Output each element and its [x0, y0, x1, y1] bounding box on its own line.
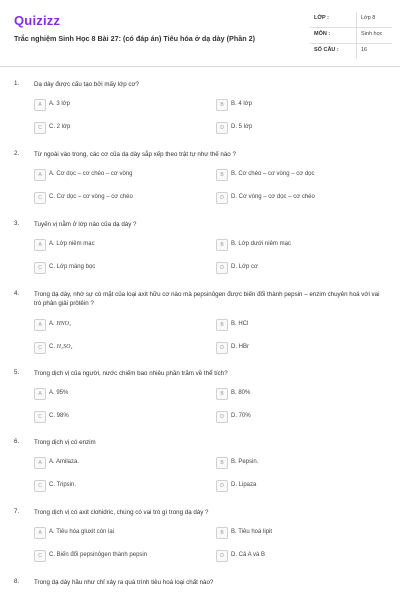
question-text: Trong dịch vị của người, nước chiếm bao nhiêu phần trăm về thể tích? — [34, 370, 228, 377]
meta-divider — [356, 28, 357, 43]
option-letter-box: B — [216, 239, 228, 251]
option-letter-box: A — [34, 388, 46, 400]
meta-row-grade — [310, 12, 392, 28]
option-text: D. Cả A và B — [231, 552, 266, 558]
option-letter-box: D — [216, 480, 228, 492]
option-letter-box: B — [216, 99, 228, 111]
option-text: C. Biến đổi pepsinôgen thành pepsin — [49, 552, 148, 558]
option-text: C. Lớp màng bọc — [49, 264, 96, 270]
question-text: Tuyến vị nằm ở lớp nào của dạ dày ? — [34, 221, 137, 228]
option-text: D. 5 lớp — [231, 124, 253, 130]
option-prefix: C. — [49, 344, 57, 350]
question-number: 4. — [14, 290, 20, 297]
option-text: B. Lớp dưới niêm mạc — [231, 241, 291, 247]
option-text — [49, 321, 71, 327]
formula-h2so4: H₂SO₄ — [56, 344, 73, 350]
option-letter-box: C — [34, 480, 46, 492]
option-letter-box: A — [34, 527, 46, 539]
option-letter-box: A — [34, 319, 46, 331]
meta-key: LỚP : — [314, 15, 329, 21]
option-text: A. Tiêu hóa gluxit còn lại — [49, 529, 115, 535]
question-text: Trong dạ dày hầu như chỉ xảy ra quá trình tiêu hoá loại chất nào? — [34, 579, 214, 586]
question-number: 6. — [14, 438, 20, 445]
meta-value: Sinh học — [361, 31, 383, 37]
header-divider — [0, 66, 400, 67]
option-text: A. Cơ dọc – cơ chéo – cơ vòng — [49, 171, 133, 177]
option-text: A. 95% — [49, 390, 69, 396]
worksheet-header — [0, 0, 400, 66]
option-letter-box: C — [34, 192, 46, 204]
question-number: 3. — [14, 220, 20, 227]
option-letter-box: D — [216, 342, 228, 354]
question-text: Trong dạ dày, nhờ sự có mặt của loại axit hữu cơ nào mà pepsinôgen được biến đổi thành pepsin – enzim chuyên hoá với vai trò phân giải prôtêin ? — [34, 291, 380, 307]
option-prefix: A. — [49, 321, 57, 327]
option-letter-box: C — [34, 411, 46, 423]
option-letter-box: B — [216, 457, 228, 469]
meta-key: MÔN : — [314, 31, 331, 37]
worksheet-title: Trắc nghiệm Sinh Học 8 Bài 27: (có đáp án) Tiêu hóa ở dạ dày (Phần 2) — [14, 34, 256, 43]
meta-key: SỐ CÂU : — [314, 47, 339, 53]
option-letter-box: C — [34, 550, 46, 562]
option-letter-box: D — [216, 411, 228, 423]
option-text: C. Cơ dọc – cơ vòng – cơ chéo — [49, 194, 133, 200]
quizizz-logo[interactable]: Quizizz — [14, 13, 61, 28]
meta-row-question-count — [310, 44, 392, 59]
option-text: B. 4 lớp — [231, 101, 252, 107]
option-text: B. Tiêu hoá lipit — [231, 529, 273, 535]
meta-value: Lớp 8 — [361, 15, 376, 21]
option-text: A. Amilaza. — [49, 459, 80, 465]
option-text: C. 2 lớp — [49, 124, 71, 130]
option-letter-box: B — [216, 169, 228, 181]
option-text: D. Cơ vòng – cơ dọc – cơ chéo — [231, 194, 315, 200]
option-letter-box: D — [216, 192, 228, 204]
meta-table — [310, 12, 392, 59]
option-letter-box: D — [216, 550, 228, 562]
option-text: B. 80% — [231, 390, 251, 396]
question-number: 2. — [14, 150, 20, 157]
question-number: 5. — [14, 369, 20, 376]
question-text: Trong dịch vị có axit clohidric, chúng có vai trò gì trong dạ dày ? — [34, 509, 209, 516]
option-text: A. 3 lớp — [49, 101, 70, 107]
option-letter-box: B — [216, 527, 228, 539]
option-text: B. HCl — [231, 321, 249, 327]
option-letter-box: B — [216, 388, 228, 400]
question-number: 1. — [14, 80, 20, 87]
question-number: 7. — [14, 508, 20, 515]
option-text: D. Lớp cơ — [231, 264, 258, 270]
option-letter-box: C — [34, 122, 46, 134]
option-letter-box: D — [216, 262, 228, 274]
option-text: D. HBr — [231, 344, 249, 350]
option-letter-box: D — [216, 122, 228, 134]
option-letter-box: C — [34, 262, 46, 274]
option-letter-box: A — [34, 99, 46, 111]
option-letter-box: B — [216, 319, 228, 331]
meta-divider — [356, 12, 357, 27]
option-text: B. Pepsin. — [231, 459, 259, 465]
option-text — [49, 344, 73, 350]
question-number: 8. — [14, 578, 20, 585]
question-text: Trong dịch vị có enzim — [34, 439, 96, 446]
meta-value: 16 — [361, 47, 368, 53]
option-letter-box: A — [34, 239, 46, 251]
option-letter-box: A — [34, 169, 46, 181]
option-text: C. Tripsin. — [49, 482, 77, 488]
formula-hno3: HNO₃ — [56, 321, 72, 327]
option-text: A. Lớp niêm mạc — [49, 241, 95, 247]
question-text: Dạ dày được cấu tạo bởi mấy lớp cơ? — [34, 81, 139, 88]
option-letter-box: C — [34, 342, 46, 354]
question-text: Từ ngoài vào trong, các cơ của dạ dày sắp xếp theo trật tự như thế nào ? — [34, 151, 236, 158]
meta-divider — [356, 44, 357, 59]
option-text: D. Lipaza — [231, 482, 257, 488]
option-text: B. Cơ chéo – cơ vòng – cơ dọc — [231, 171, 315, 177]
option-letter-box: A — [34, 457, 46, 469]
option-text: D. 70% — [231, 413, 251, 419]
meta-row-subject — [310, 28, 392, 44]
option-text: C. 98% — [49, 413, 69, 419]
